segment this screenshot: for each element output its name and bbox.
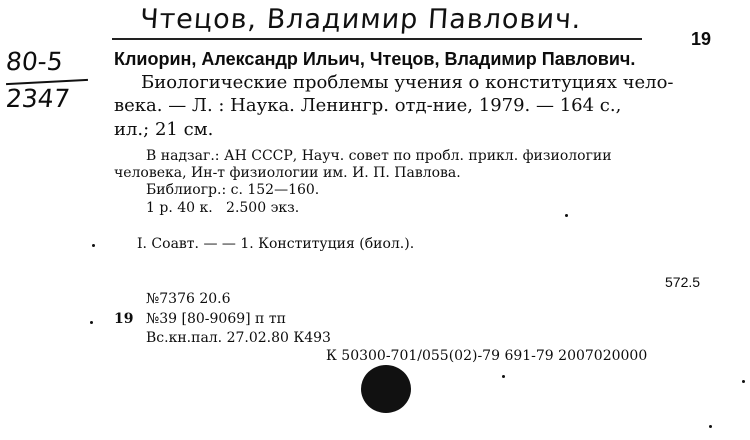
speck [709, 425, 712, 428]
call-number-bottom: 2347 [4, 84, 72, 113]
tracings-line: I. Соавт. — — 1. Конституция (биол.). [137, 236, 415, 252]
speck [502, 375, 505, 378]
classification-number: 572.5 [665, 274, 701, 290]
bibliography-note: Библиогр.: с. 152—160. [146, 182, 320, 198]
order-line: №7376 20.6 [146, 291, 231, 307]
note-line-1: В надзаг.: АН СССР, Науч. совет по пробл. прикл. физиологии [146, 148, 612, 164]
speck [742, 380, 745, 383]
speck [92, 244, 95, 247]
speck [90, 321, 93, 324]
isbn-line: К 50300-701/055(02)-79 691-79 2007020000 [326, 348, 648, 364]
title-line-2: века. — Л. : Наука. Ленингр. отд-ние, 1979. — 164 с., [114, 95, 622, 116]
title-line-1: Биологические проблемы учения о конституциях чело- [141, 72, 674, 93]
header-divider [112, 38, 642, 40]
handwritten-author-header: Чтецов, Владимир Павлович. [138, 4, 583, 35]
authors-heading: Клиорин, Александр Ильич, Чтецов, Владимир Павлович. [114, 49, 636, 69]
page-number: 19 [691, 29, 712, 49]
note-line-2: человека, Ин-т физиологии им. И. П. Павлова. [114, 165, 461, 181]
price-and-print-run: 1 р. 40 к. 2.500 экз. [146, 200, 300, 216]
order-prefix: 19 [114, 311, 134, 327]
speck [565, 214, 568, 217]
order-line-2: №39 [80-9069] п тп [146, 311, 286, 327]
title-line-3: ил.; 21 см. [114, 119, 214, 140]
call-number-top: 80-5 [4, 47, 65, 76]
catalog-date-line: Вс.кн.пал. 27.02.80 К493 [146, 330, 331, 346]
punch-hole [361, 365, 411, 413]
